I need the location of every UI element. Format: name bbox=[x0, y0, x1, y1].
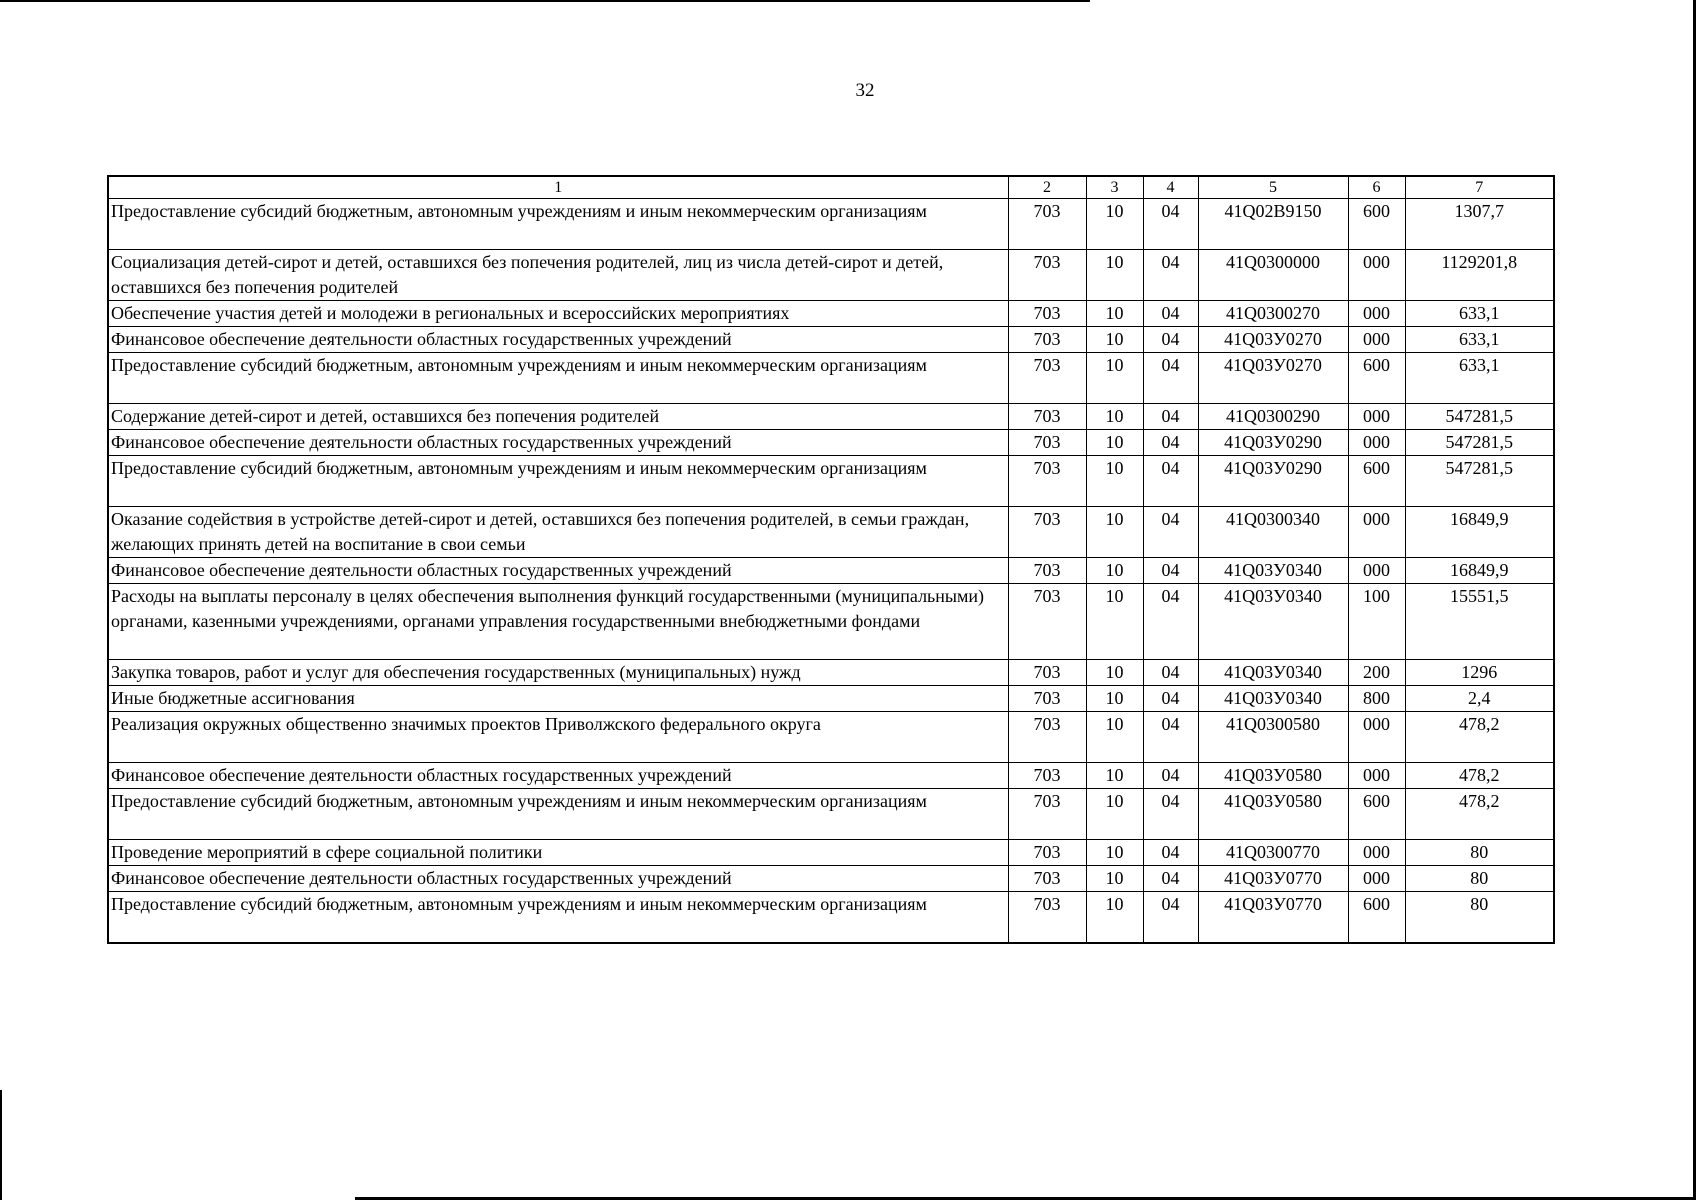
row-section: 10 bbox=[1086, 404, 1143, 430]
row-subsection: 04 bbox=[1143, 327, 1198, 353]
row-ministry-code: 703 bbox=[1008, 789, 1086, 840]
table-row bbox=[108, 250, 1554, 301]
row-ministry-code: 703 bbox=[1008, 866, 1086, 892]
row-section: 10 bbox=[1086, 301, 1143, 327]
row-subsection: 04 bbox=[1143, 456, 1198, 507]
row-amount: 80 bbox=[1405, 892, 1554, 944]
row-amount: 478,2 bbox=[1405, 712, 1554, 763]
row-section: 10 bbox=[1086, 353, 1143, 404]
row-section: 10 bbox=[1086, 456, 1143, 507]
table-row bbox=[108, 866, 1554, 892]
row-target-article: 41Q03У0290 bbox=[1198, 430, 1348, 456]
row-target-article: 41Q03У0770 bbox=[1198, 866, 1348, 892]
row-amount: 1129201,8 bbox=[1405, 250, 1554, 301]
row-target-article: 41Q02B9150 bbox=[1198, 199, 1348, 250]
row-subsection: 04 bbox=[1143, 712, 1198, 763]
scan-edge-top bbox=[0, 0, 1090, 2]
row-amount: 2,4 bbox=[1405, 686, 1554, 712]
row-section: 10 bbox=[1086, 866, 1143, 892]
row-section: 10 bbox=[1086, 558, 1143, 584]
table-row bbox=[108, 199, 1554, 250]
table-row bbox=[108, 763, 1554, 789]
table-row bbox=[108, 892, 1554, 944]
row-subsection: 04 bbox=[1143, 353, 1198, 404]
row-subsection: 04 bbox=[1143, 430, 1198, 456]
row-target-article: 41Q03У0340 bbox=[1198, 584, 1348, 660]
row-subsection: 04 bbox=[1143, 840, 1198, 866]
row-amount: 16849,9 bbox=[1405, 507, 1554, 558]
row-target-article: 41Q03У0580 bbox=[1198, 763, 1348, 789]
row-ministry-code: 703 bbox=[1008, 404, 1086, 430]
row-expense-type: 000 bbox=[1348, 712, 1405, 763]
row-amount: 16849,9 bbox=[1405, 558, 1554, 584]
table-row bbox=[108, 456, 1554, 507]
row-subsection: 04 bbox=[1143, 789, 1198, 840]
row-subsection: 04 bbox=[1143, 660, 1198, 686]
row-expense-type: 000 bbox=[1348, 430, 1405, 456]
row-expense-type: 000 bbox=[1348, 301, 1405, 327]
row-subsection: 04 bbox=[1143, 199, 1198, 250]
row-target-article: 41Q03У0270 bbox=[1198, 327, 1348, 353]
row-name: Проведение мероприятий в сфере социальной политики bbox=[108, 840, 1008, 866]
row-subsection: 04 bbox=[1143, 866, 1198, 892]
row-subsection: 04 bbox=[1143, 404, 1198, 430]
row-target-article: 41Q0300340 bbox=[1198, 507, 1348, 558]
row-ministry-code: 703 bbox=[1008, 199, 1086, 250]
header-cell: 1 bbox=[108, 176, 1008, 199]
header-cell: 5 bbox=[1198, 176, 1348, 199]
row-amount: 478,2 bbox=[1405, 763, 1554, 789]
row-ministry-code: 703 bbox=[1008, 840, 1086, 866]
row-ministry-code: 703 bbox=[1008, 892, 1086, 944]
row-name: Расходы на выплаты персоналу в целях обеспечения выполнения функций государственными (муниципальными) органами, казенными учреждениями, органами управления государственными внебюджетными фондами bbox=[108, 584, 1008, 660]
row-subsection: 04 bbox=[1143, 507, 1198, 558]
row-amount: 478,2 bbox=[1405, 789, 1554, 840]
header-cell: 4 bbox=[1143, 176, 1198, 199]
row-section: 10 bbox=[1086, 686, 1143, 712]
table-row bbox=[108, 558, 1554, 584]
row-subsection: 04 bbox=[1143, 686, 1198, 712]
row-ministry-code: 703 bbox=[1008, 584, 1086, 660]
row-amount: 633,1 bbox=[1405, 327, 1554, 353]
row-name: Иные бюджетные ассигнования bbox=[108, 686, 1008, 712]
table-row bbox=[108, 353, 1554, 404]
row-target-article: 41Q0300290 bbox=[1198, 404, 1348, 430]
row-expense-type: 600 bbox=[1348, 789, 1405, 840]
row-amount: 547281,5 bbox=[1405, 430, 1554, 456]
row-target-article: 41Q03У0290 bbox=[1198, 456, 1348, 507]
row-target-article: 41Q0300270 bbox=[1198, 301, 1348, 327]
row-subsection: 04 bbox=[1143, 892, 1198, 944]
table-row bbox=[108, 789, 1554, 840]
row-expense-type: 000 bbox=[1348, 404, 1405, 430]
table-row bbox=[108, 840, 1554, 866]
row-name: Предоставление субсидий бюджетным, автономным учреждениям и иным некоммерческим организациям bbox=[108, 456, 1008, 507]
row-section: 10 bbox=[1086, 763, 1143, 789]
table-row bbox=[108, 301, 1554, 327]
row-name: Обеспечение участия детей и молодежи в региональных и всероссийских мероприятиях bbox=[108, 301, 1008, 327]
row-amount: 547281,5 bbox=[1405, 404, 1554, 430]
row-subsection: 04 bbox=[1143, 301, 1198, 327]
row-ministry-code: 703 bbox=[1008, 301, 1086, 327]
row-expense-type: 600 bbox=[1348, 353, 1405, 404]
row-expense-type: 000 bbox=[1348, 866, 1405, 892]
row-ministry-code: 703 bbox=[1008, 712, 1086, 763]
row-subsection: 04 bbox=[1143, 250, 1198, 301]
header-cell: 2 bbox=[1008, 176, 1086, 199]
row-amount: 547281,5 bbox=[1405, 456, 1554, 507]
row-target-article: 41Q0300770 bbox=[1198, 840, 1348, 866]
row-section: 10 bbox=[1086, 199, 1143, 250]
row-name: Содержание детей-сирот и детей, оставшихся без попечения родителей bbox=[108, 404, 1008, 430]
table-header-row bbox=[108, 176, 1554, 199]
row-name: Социализация детей-сирот и детей, оставшихся без попечения родителей, лиц из числа детей-сирот и детей, оставшихся без попечения родителей bbox=[108, 250, 1008, 301]
row-ministry-code: 703 bbox=[1008, 430, 1086, 456]
row-expense-type: 100 bbox=[1348, 584, 1405, 660]
row-section: 10 bbox=[1086, 892, 1143, 944]
table-row bbox=[108, 327, 1554, 353]
row-name: Реализация окружных общественно значимых проектов Приволжского федерального округа bbox=[108, 712, 1008, 763]
header-cell: 6 bbox=[1348, 176, 1405, 199]
row-ministry-code: 703 bbox=[1008, 353, 1086, 404]
row-name: Предоставление субсидий бюджетным, автономным учреждениям и иным некоммерческим организациям bbox=[108, 892, 1008, 944]
row-name: Оказание содействия в устройстве детей-сирот и детей, оставшихся без попечения родителей, в семьи граждан, желающих принять детей на воспитание в свои семьи bbox=[108, 507, 1008, 558]
row-target-article: 41Q03У0270 bbox=[1198, 353, 1348, 404]
table-row bbox=[108, 712, 1554, 763]
row-expense-type: 200 bbox=[1348, 660, 1405, 686]
row-ministry-code: 703 bbox=[1008, 327, 1086, 353]
row-name: Финансовое обеспечение деятельности областных государственных учреждений bbox=[108, 327, 1008, 353]
row-name: Финансовое обеспечение деятельности областных государственных учреждений bbox=[108, 763, 1008, 789]
row-amount: 80 bbox=[1405, 866, 1554, 892]
row-expense-type: 000 bbox=[1348, 507, 1405, 558]
row-section: 10 bbox=[1086, 840, 1143, 866]
scan-edge-left bbox=[0, 1090, 2, 1200]
header-cell: 7 bbox=[1405, 176, 1554, 199]
row-amount: 633,1 bbox=[1405, 353, 1554, 404]
row-target-article: 41Q03У0340 bbox=[1198, 558, 1348, 584]
row-ministry-code: 703 bbox=[1008, 660, 1086, 686]
table-row bbox=[108, 660, 1554, 686]
budget-table bbox=[107, 175, 1555, 944]
row-expense-type: 000 bbox=[1348, 840, 1405, 866]
table-row bbox=[108, 584, 1554, 660]
row-subsection: 04 bbox=[1143, 763, 1198, 789]
row-expense-type: 800 bbox=[1348, 686, 1405, 712]
table-row bbox=[108, 686, 1554, 712]
row-name: Предоставление субсидий бюджетным, автономным учреждениям и иным некоммерческим организациям bbox=[108, 353, 1008, 404]
row-expense-type: 600 bbox=[1348, 456, 1405, 507]
row-ministry-code: 703 bbox=[1008, 558, 1086, 584]
row-section: 10 bbox=[1086, 430, 1143, 456]
row-section: 10 bbox=[1086, 327, 1143, 353]
row-section: 10 bbox=[1086, 712, 1143, 763]
row-target-article: 41Q03У0340 bbox=[1198, 686, 1348, 712]
row-ministry-code: 703 bbox=[1008, 507, 1086, 558]
row-name: Предоставление субсидий бюджетным, автономным учреждениям и иным некоммерческим организациям bbox=[108, 789, 1008, 840]
row-target-article: 41Q03У0340 bbox=[1198, 660, 1348, 686]
row-section: 10 bbox=[1086, 789, 1143, 840]
row-expense-type: 000 bbox=[1348, 558, 1405, 584]
table-row bbox=[108, 507, 1554, 558]
page-number: 32 bbox=[855, 80, 875, 101]
table-row bbox=[108, 404, 1554, 430]
row-target-article: 41Q03У0770 bbox=[1198, 892, 1348, 944]
table-row bbox=[108, 430, 1554, 456]
row-expense-type: 600 bbox=[1348, 199, 1405, 250]
row-ministry-code: 703 bbox=[1008, 456, 1086, 507]
row-expense-type: 000 bbox=[1348, 763, 1405, 789]
row-ministry-code: 703 bbox=[1008, 250, 1086, 301]
row-subsection: 04 bbox=[1143, 584, 1198, 660]
row-ministry-code: 703 bbox=[1008, 763, 1086, 789]
row-name: Закупка товаров, работ и услуг для обеспечения государственных (муниципальных) нужд bbox=[108, 660, 1008, 686]
row-section: 10 bbox=[1086, 250, 1143, 301]
row-section: 10 bbox=[1086, 660, 1143, 686]
row-section: 10 bbox=[1086, 507, 1143, 558]
row-amount: 633,1 bbox=[1405, 301, 1554, 327]
row-amount: 1307,7 bbox=[1405, 199, 1554, 250]
row-expense-type: 600 bbox=[1348, 892, 1405, 944]
row-section: 10 bbox=[1086, 584, 1143, 660]
row-amount: 1296 bbox=[1405, 660, 1554, 686]
row-name: Финансовое обеспечение деятельности областных государственных учреждений bbox=[108, 866, 1008, 892]
row-subsection: 04 bbox=[1143, 558, 1198, 584]
row-amount: 80 bbox=[1405, 840, 1554, 866]
row-amount: 15551,5 bbox=[1405, 584, 1554, 660]
row-name: Финансовое обеспечение деятельности областных государственных учреждений bbox=[108, 430, 1008, 456]
row-target-article: 41Q03У0580 bbox=[1198, 789, 1348, 840]
row-expense-type: 000 bbox=[1348, 327, 1405, 353]
row-name: Финансовое обеспечение деятельности областных государственных учреждений bbox=[108, 558, 1008, 584]
row-expense-type: 000 bbox=[1348, 250, 1405, 301]
row-ministry-code: 703 bbox=[1008, 686, 1086, 712]
row-target-article: 41Q0300580 bbox=[1198, 712, 1348, 763]
header-cell: 3 bbox=[1086, 176, 1143, 199]
row-name: Предоставление субсидий бюджетным, автономным учреждениям и иным некоммерческим организациям bbox=[108, 199, 1008, 250]
row-target-article: 41Q0300000 bbox=[1198, 250, 1348, 301]
